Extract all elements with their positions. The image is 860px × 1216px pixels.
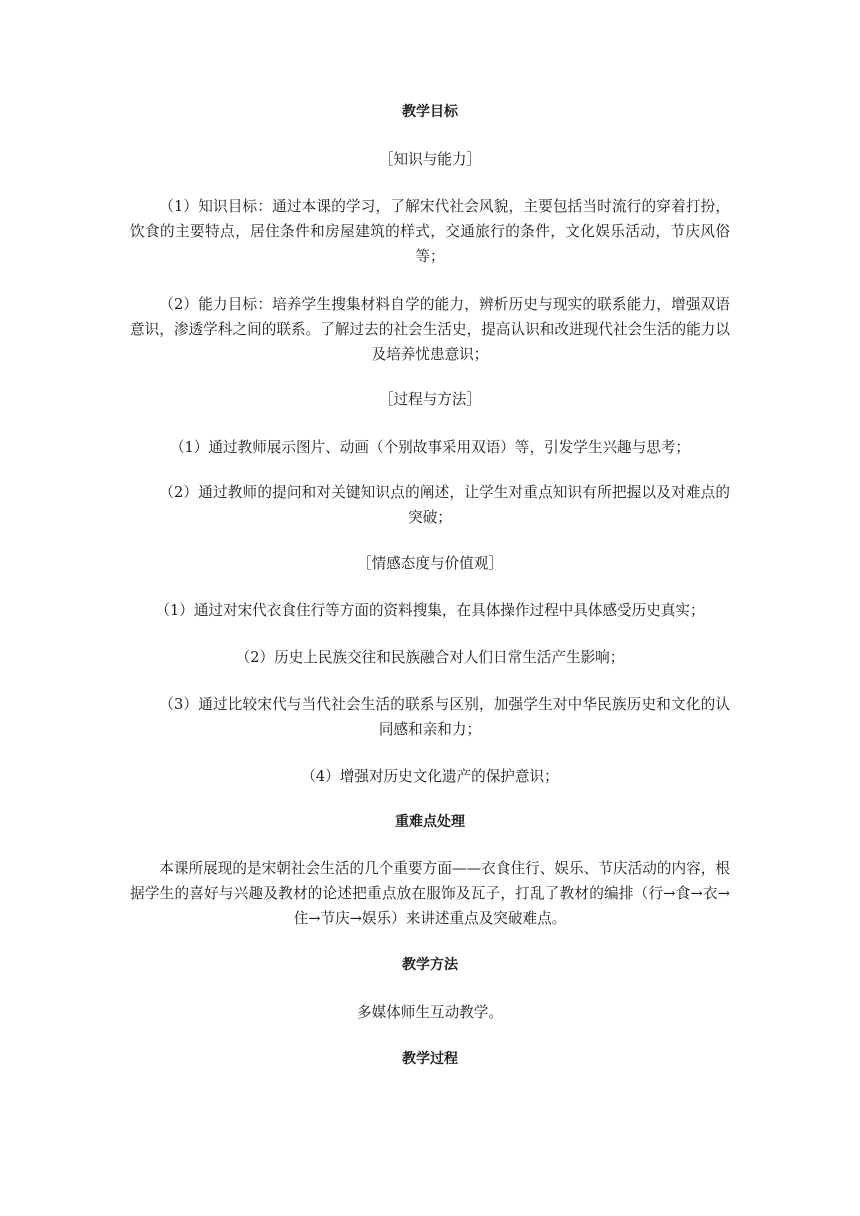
values-item-1: （1）通过对宋代衣食住行等方面的资料搜集，在具体操作过程中具体感受历史真实； (155, 602, 705, 619)
values-item-4: （4）增强对历史文化遗产的保护意识； (301, 768, 559, 785)
values-item-3: （3）通过比较宋代与当代社会生活的联系与区别，加强学生对中华民族历史和文化的认同感和亲和力； (159, 696, 730, 738)
process-item-1: （1）通过教师展示图片、动画（个别故事采用双语）等，引发学生兴趣与思考； (169, 439, 691, 456)
heading-teaching-process: 教学过程 (402, 1051, 458, 1067)
process-item-2: （2）通过教师的提问和对关键知识点的阐述，让学生对重点知识有所把握以及对难点的突破； (159, 484, 730, 526)
values-item-2: （2）历史上民族交往和民族融合对人们日常生活产生影响； (235, 649, 625, 666)
document-page (130, 100, 730, 1072)
heading-key-difficult-points: 重难点处理 (395, 814, 465, 830)
key-points-paragraph: 本课所展现的是宋朝社会生活的几个重要方面——衣食住行、娱乐、节庆活动的内容，根据学生的喜好与兴趣及教材的论述把重点放在服饰及瓦子，打乱了教材的编排（行→食→衣→住→节庆→娱乐）来讲述重点及突破难点。 (130, 860, 730, 927)
heading-teaching-method: 教学方法 (402, 957, 458, 973)
ability-goal-paragraph: （2）能力目标：培养学生搜集材料自学的能力，辨析历史与现实的联系能力，增强双语意识，渗透学科之间的联系。了解过去的社会生活史，提高认识和改进现代社会生活的能力以及培养忧患意识； (130, 296, 730, 363)
subheading-knowledge-ability: ［知识与能力］ (378, 151, 482, 168)
subheading-process-method: ［过程与方法］ (378, 391, 482, 408)
heading-teaching-goals: 教学目标 (402, 104, 458, 120)
knowledge-goal-paragraph: （1）知识目标：通过本课的学习，了解宋代社会风貌，主要包括当时流行的穿着打扮，饮食的主要特点，居住条件和房屋建筑的样式，交通旅行的条件，文化娱乐活动，节庆风俗等； (130, 198, 730, 265)
subheading-emotion-values: ［情感态度与价值观］ (357, 555, 503, 572)
teaching-method-text: 多媒体师生互动教学。 (357, 1004, 503, 1021)
